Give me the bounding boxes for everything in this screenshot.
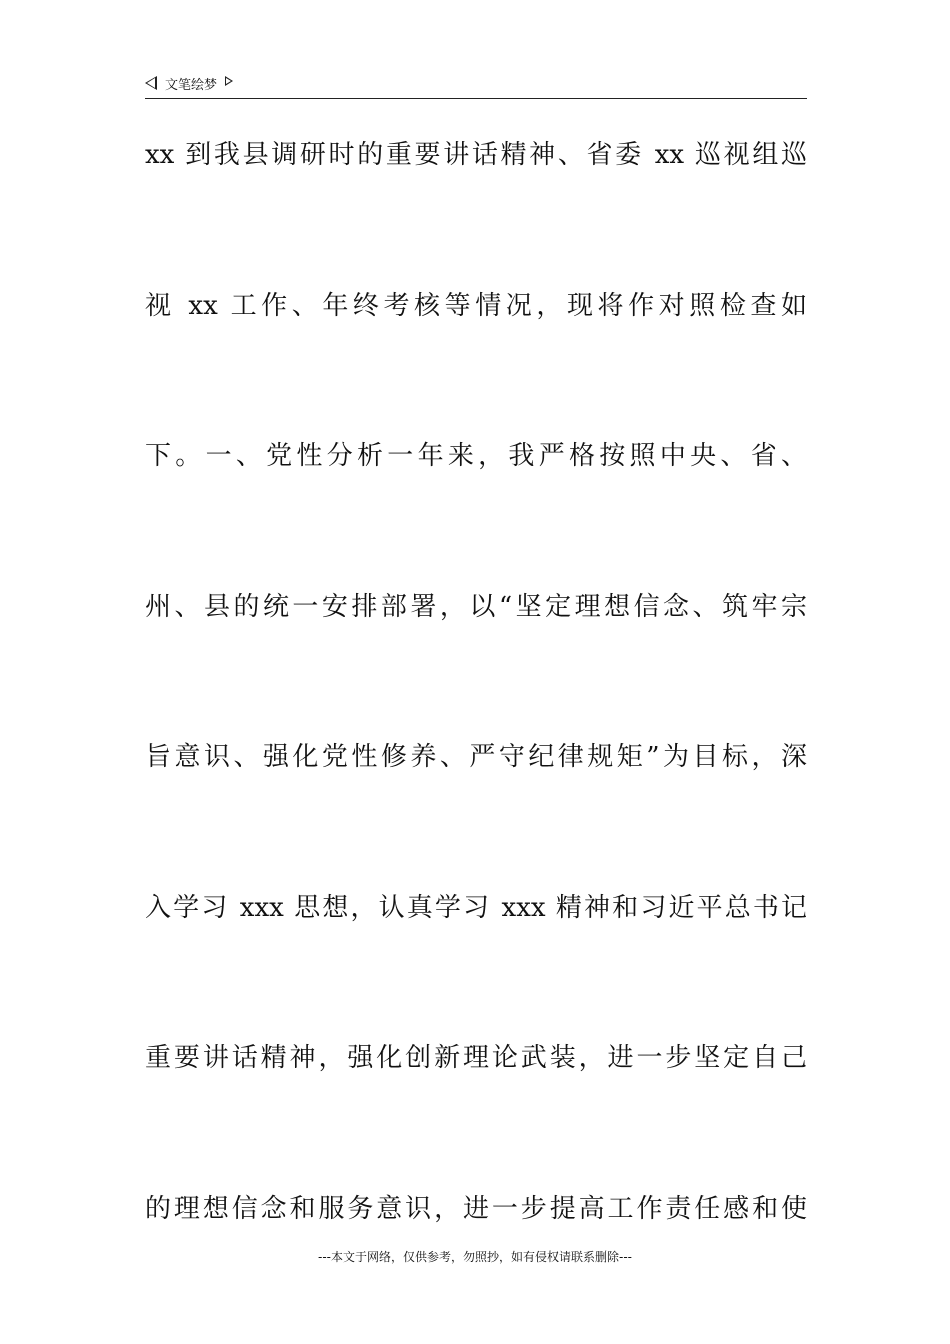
text-line: 重要讲话精神，强化创新理论武装，进一步坚定自己 bbox=[145, 1043, 807, 1073]
left-triangle-icon bbox=[145, 76, 157, 90]
text-line: 州、县的统一安排部署，以“坚定理想信念、筑牢宗 bbox=[145, 591, 807, 622]
text-line: 下。一、党性分析一年来，我严格按照中央、省、 bbox=[145, 441, 807, 471]
document-body bbox=[145, 130, 807, 1334]
right-triangle-icon bbox=[225, 76, 233, 86]
footer-disclaimer: ---本文于网络，仅供参考，勿照抄，如有侵权请联系删除--- bbox=[318, 1250, 632, 1264]
text-line: 入学习 xxx 思想，认真学习 xxx 精神和习近平总书记 bbox=[145, 892, 807, 923]
text-line: 旨意识、强化党性修养、严守纪律规矩”为目标，深 bbox=[145, 742, 807, 772]
text-line: 的理想信念和服务意识，进一步提高工作责任感和使 bbox=[145, 1193, 807, 1224]
page-header bbox=[145, 74, 807, 99]
text-line: xx 到我县调研时的重要讲话精神、省委 xx 巡视组巡 bbox=[145, 140, 807, 170]
text-line: 视 xx 工作、年终考核等情况，现将作对照检查如 bbox=[145, 290, 807, 321]
header-title: 文笔绘梦 bbox=[165, 77, 218, 93]
